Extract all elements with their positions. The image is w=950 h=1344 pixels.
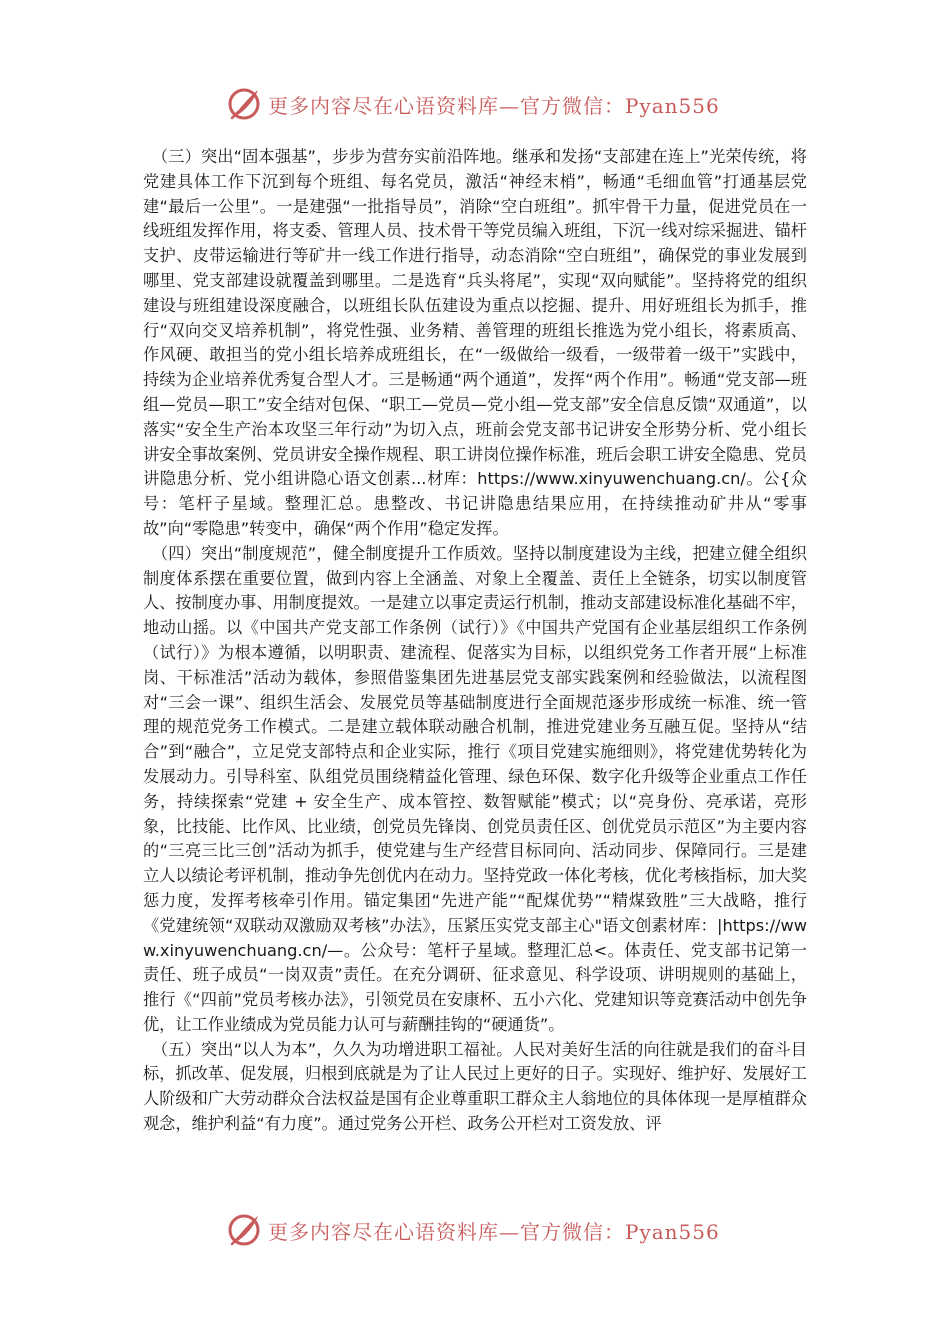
header-banner-text: 更多内容尽在心语资料库—官方微信：Pyan556: [268, 93, 720, 118]
paragraph-section-3: （三）突出“固本强基”，步步为营夯实前沿阵地。继承和发扬“支部建在连上”光荣传统，将党建具体工作下沉到每个班组、每名党员，激活“神经末梢”，畅通“毛细血管”打通基层党建“最后一公里”。一是建强“一批指导员”，消除“空白班组”。抓牢骨干力量，促进党员在一线班组发挥作用，将支委、管理人员、技术骨干等党员编入班组，下沉一线对综采掘进、锚杆支护、皮带运输进行等矿井一线工作进行指导，动态消除“空白班组”，确保党的事业发展到哪里、党支部建设就覆盖到哪里。二是选育“兵头将尾”，实现“双向赋能”。坚持将党的组织建设与班组建设深度融合，以班组长队伍建设为重点以挖掘、提升、用好班组长为抓手，推行“双向交叉培养机制”，将党性强、业务精、善管理的班组长推选为党小组长，将素质高、作风硬、敢担当的党小组长培养成班组长，在“一级做给一级看，一级带着一级干”实践中，持续为企业培养优秀复合型人才。三是畅通“两个通道”，发挥“两个作用”。畅通“党支部—班组—党员—职工”安全结对包保、“职工—党员—党小组—党支部”安全信息反馈“双通道”，以落实“安全生产治本攻坚三年行动”为切入点，班前会党支部书记讲安全形势分析、党小组长讲安全事故案例、党员讲安全操作规程、职工讲岗位操作标准，班后会职工讲安全隐患、党员讲隐患分析、党小组讲隐心语文创素...材库：https://www.xinyuwenchuang.cn/。公{众号：笔杆子星域。整理汇总。患整改、书记讲隐患结果应用，在持续推动矿井从“零事故”向“零隐患”转变中，确保“两个作用”稳定发挥。: [143, 147, 807, 538]
quill-logo-icon: [226, 86, 262, 122]
header-banner: [226, 84, 746, 124]
paragraph-section-4: （四）突出“制度规范”，健全制度提升工作质效。坚持以制度建设为主线，把建立健全组织制度体系摆在重要位置，做到内容上全涵盖、对象上全覆盖、责任上全链条，切实以制度管人、按制度办事、用制度提效。一是建立以事定责运行机制，推动支部建设标准化基础不牢，地动山摇。以《中国共产党支部工作条例（试行）》《中国共产党国有企业基层组织工作条例（试行）》为根本遵循，以明职责、建流程、促落实为目标，以组织党务工作者开展“上标准岗、干标准活”活动为载体，参照借鉴集团先进基层党支部实践案例和经验做法，以流程图对“三会一课”、组织生活会、发展党员等基础制度进行全面规范逐步形成统一标准、统一管理的规范党务工作模式。二是建立载体联动融合机制，推进党建业务互融互促。坚持从“结合”到“融合”，立足党支部特点和企业实际，推行《项目党建实施细则》，将党建优势转化为发展动力。引导科室、队组党员围绕精益化管理、绿色环保、数字化升级等企业重点工作任务，持续探索“党建 + 安全生产、成本管控、数智赋能”模式；以“亮身份、亮承诺，亮形象，比技能、比作风、比业绩，创党员先锋岗、创党员责任区、创优党员示范区”为主要内容的“三亮三比三创”活动为抓手，使党建与生产经营目标同向、活动同步、保障同行。三是建立人以绩论考评机制，推动争先创优内在动力。坚持党政一体化考核，优化考核指标，加大奖惩力度，发挥考核牵引作用。锚定集团“先进产能”“配煤优势”“精煤致胜”三大战略，推行《党建统领“双联动双激励双考核”办法》，压紧压实党支部主心"语文创素材库：|https://www.xinyuwenchuang.cn/—。公众号：笔杆子星域。整理汇总<。体责任、党支部书记第一责任、班子成员“一岗双责”责任。在充分调研、征求意见、科学设项、讲明规则的基础上，推行《“四前”党员考核办法》，引领党员在安康杯、五小六化、党建知识等竞赛活动中创先争优，让工作业绩成为党员能力认可与薪酬挂钩的“硬通货”。: [143, 543, 807, 1034]
footer-banner: [226, 1210, 746, 1250]
footer-banner-text: 更多内容尽在心语资料库—官方微信：Pyan556: [268, 1219, 720, 1244]
quill-logo-icon: [226, 1212, 262, 1248]
document-body: [143, 145, 807, 1137]
paragraph-section-5: （五）突出“以人为本”，久久为功增进职工福祉。人民对美好生活的向往就是我们的奋斗目标，抓改革、促发展，归根到底就是为了让人民过上更好的日子。实现好、维护好、发展好工人阶级和广大劳动群众合法权益是国有企业尊重职工群众主人翁地位的具体体现一是厚植群众观念，维护利益“有力度”。通过党务公开栏、政务公开栏对工资发放、评: [143, 1039, 807, 1134]
